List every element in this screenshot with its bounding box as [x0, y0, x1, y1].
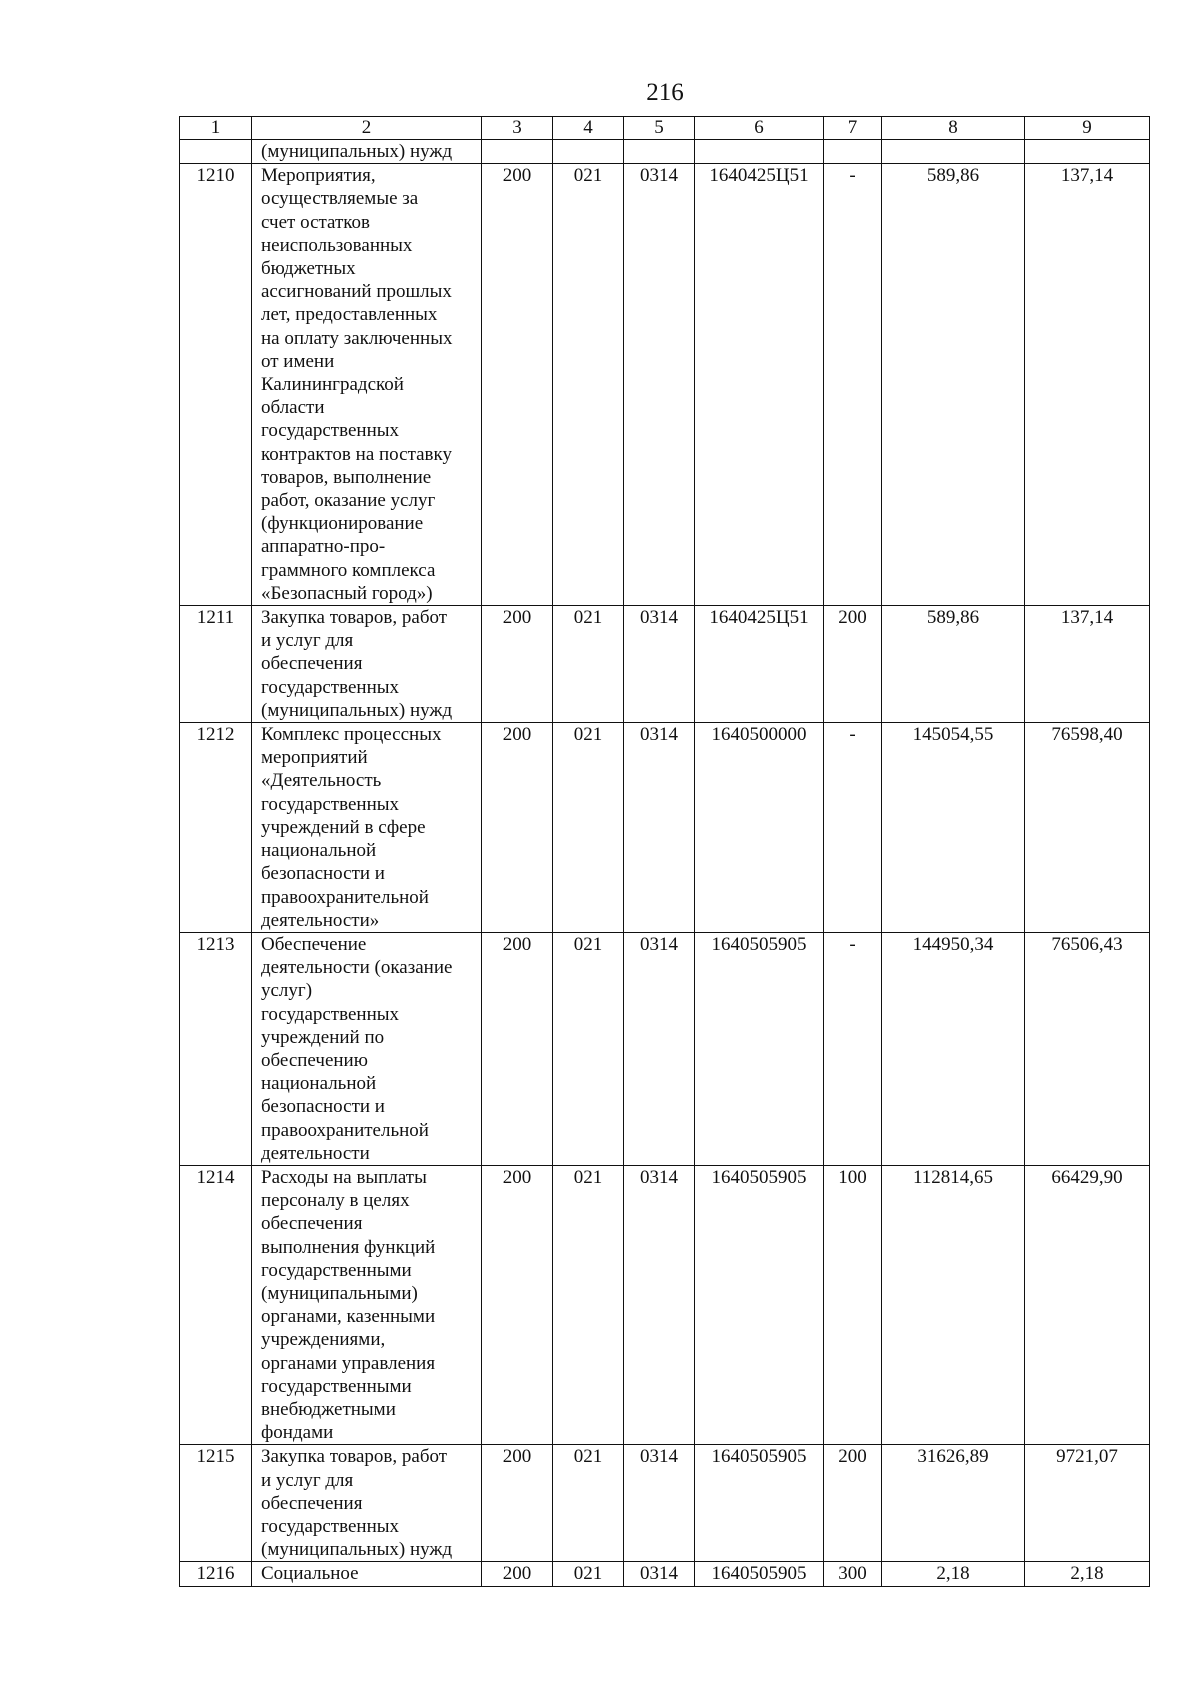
- row-number-cell: 1210: [180, 164, 252, 606]
- name-line: мероприятий: [261, 747, 368, 769]
- code-cell: -: [824, 723, 882, 933]
- name-line: Комплекс процессных: [261, 724, 442, 746]
- amount-cell: 112814,65: [882, 1165, 1025, 1444]
- row-number-cell: 1211: [180, 606, 252, 723]
- code-cell: 200: [482, 606, 553, 723]
- name-line: (муниципальных) нужд: [261, 1539, 453, 1561]
- name-line: внебюджетными: [261, 1398, 396, 1420]
- name-line: и услуг для: [261, 630, 354, 652]
- name-line: выполнения функций: [261, 1236, 436, 1258]
- name-line: фондами: [261, 1422, 334, 1444]
- amount-cell: 137,14: [1025, 164, 1150, 606]
- name-line: лет, предоставленных: [261, 304, 438, 326]
- name-line: учреждений по: [261, 1026, 385, 1048]
- name-line: обеспечению: [261, 1049, 368, 1071]
- row-number-cell: 1216: [180, 1562, 252, 1586]
- name-line: государственных: [261, 420, 400, 442]
- code-cell: 200: [482, 164, 553, 606]
- row-number-cell: 1212: [180, 723, 252, 933]
- name-line: государственными: [261, 1375, 412, 1397]
- table-row: [180, 1562, 1150, 1586]
- budget-table: [179, 116, 1150, 1587]
- table-header-row: [180, 117, 1150, 140]
- name-line: товаров, выполнение: [261, 466, 432, 488]
- row-number-cell: [180, 140, 252, 164]
- code-cell: 0314: [624, 1562, 695, 1586]
- header-cell: 3: [482, 117, 553, 140]
- name-line: обеспечения: [261, 653, 363, 675]
- name-line: государственных: [261, 793, 400, 815]
- header-cell: 6: [695, 117, 824, 140]
- row-number-cell: 1215: [180, 1445, 252, 1562]
- name-line: области: [261, 397, 325, 419]
- amount-cell: 31626,89: [882, 1445, 1025, 1562]
- name-line: и услуг для: [261, 1469, 354, 1491]
- name-line: от имени: [261, 350, 335, 372]
- code-cell: [824, 140, 882, 164]
- code-cell: -: [824, 932, 882, 1165]
- amount-cell: 76598,40: [1025, 723, 1150, 933]
- code-cell: 021: [553, 1445, 624, 1562]
- amount-cell: 2,18: [1025, 1562, 1150, 1586]
- name-line: деятельности: [261, 1142, 370, 1164]
- code-cell: 100: [824, 1165, 882, 1444]
- code-cell: 1640505905: [695, 1562, 824, 1586]
- code-cell: 0314: [624, 1165, 695, 1444]
- table-row: [180, 723, 1150, 933]
- page-number: 216: [646, 79, 684, 106]
- name-line: услуг): [261, 980, 313, 1002]
- name-cell: [252, 1165, 482, 1444]
- code-cell: 0314: [624, 1445, 695, 1562]
- amount-cell: 589,86: [882, 606, 1025, 723]
- name-line: работ, оказание услуг: [261, 490, 436, 512]
- name-line: Калининградской: [261, 374, 404, 396]
- code-cell: 1640505905: [695, 1165, 824, 1444]
- name-line: Обеспечение: [261, 933, 367, 955]
- amount-cell: 2,18: [882, 1562, 1025, 1586]
- table-row: [180, 932, 1150, 1165]
- code-cell: 021: [553, 1165, 624, 1444]
- name-line: государственными: [261, 1259, 412, 1281]
- header-cell: 5: [624, 117, 695, 140]
- code-cell: 1640425Ц51: [695, 164, 824, 606]
- code-cell: 021: [553, 723, 624, 933]
- name-line: ассигнований прошлых: [261, 281, 452, 303]
- name-cell: [252, 140, 482, 164]
- code-cell: 1640425Ц51: [695, 606, 824, 723]
- name-cell: [252, 164, 482, 606]
- name-line: правоохранительной: [261, 1119, 429, 1141]
- code-cell: [482, 140, 553, 164]
- table-row: [180, 1165, 1150, 1444]
- table-row: [180, 606, 1150, 723]
- name-line: Расходы на выплаты: [261, 1166, 427, 1188]
- name-line: Закупка товаров, работ: [261, 1446, 448, 1468]
- header-cell: 4: [553, 117, 624, 140]
- name-line: органами, казенными: [261, 1306, 436, 1328]
- name-line: государственных: [261, 1003, 400, 1025]
- code-cell: 200: [824, 606, 882, 723]
- header-cell: 2: [252, 117, 482, 140]
- name-line: аппаратно-про-: [261, 536, 386, 558]
- code-cell: 021: [553, 164, 624, 606]
- code-cell: 200: [824, 1445, 882, 1562]
- name-cell: [252, 932, 482, 1165]
- amount-cell: 144950,34: [882, 932, 1025, 1165]
- name-line: (муниципальными): [261, 1282, 418, 1304]
- code-cell: 1640505905: [695, 932, 824, 1165]
- name-line: государственных: [261, 676, 400, 698]
- name-line: национальной: [261, 1073, 377, 1095]
- name-line: безопасности и: [261, 863, 385, 885]
- name-line: Мероприятия,: [261, 165, 376, 187]
- name-line: контрактов на поставку: [261, 443, 452, 465]
- code-cell: 200: [482, 1445, 553, 1562]
- name-line: «Деятельность: [261, 770, 382, 792]
- name-line: Закупка товаров, работ: [261, 607, 448, 629]
- name-line: бюджетных: [261, 258, 356, 280]
- name-cell: [252, 1562, 482, 1586]
- row-number-cell: 1213: [180, 932, 252, 1165]
- name-line: (муниципальных) нужд: [261, 699, 453, 721]
- header-cell: 8: [882, 117, 1025, 140]
- name-cell: [252, 1445, 482, 1562]
- name-cell: [252, 723, 482, 933]
- code-cell: 200: [482, 1562, 553, 1586]
- name-line: правоохранительной: [261, 886, 429, 908]
- name-line: учреждений в сфере: [261, 816, 426, 838]
- name-line: персоналу в целях: [261, 1190, 410, 1212]
- name-line: счет остатков: [261, 211, 371, 233]
- name-line: обеспечения: [261, 1492, 363, 1514]
- code-cell: 0314: [624, 723, 695, 933]
- header-cell: 7: [824, 117, 882, 140]
- code-cell: 1640505905: [695, 1445, 824, 1562]
- name-line: граммного комплекса: [261, 559, 436, 581]
- name-line: на оплату заключенных: [261, 327, 453, 349]
- name-line: деятельности (оказание: [261, 957, 453, 979]
- name-line: безопасности и: [261, 1096, 385, 1118]
- name-line: (функционирование: [261, 513, 424, 535]
- code-cell: 200: [482, 1165, 553, 1444]
- code-cell: 021: [553, 1562, 624, 1586]
- amount-cell: 9721,07: [1025, 1445, 1150, 1562]
- code-cell: [624, 140, 695, 164]
- table-row: [180, 1445, 1150, 1562]
- name-line: государственных: [261, 1515, 400, 1537]
- code-cell: 200: [482, 723, 553, 933]
- name-line: Социальное: [261, 1563, 359, 1585]
- code-cell: -: [824, 164, 882, 606]
- code-cell: 300: [824, 1562, 882, 1586]
- code-cell: 021: [553, 932, 624, 1165]
- amount-cell: 76506,43: [1025, 932, 1150, 1165]
- code-cell: 021: [553, 606, 624, 723]
- name-line: деятельности»: [261, 909, 380, 931]
- name-line: обеспечения: [261, 1213, 363, 1235]
- row-number-cell: 1214: [180, 1165, 252, 1444]
- amount-cell: 589,86: [882, 164, 1025, 606]
- code-cell: 0314: [624, 164, 695, 606]
- table-row: [180, 140, 1150, 164]
- name-line: органами управления: [261, 1352, 436, 1374]
- code-cell: 0314: [624, 932, 695, 1165]
- header-cell: 9: [1025, 117, 1150, 140]
- name-line: неиспользованных: [261, 234, 413, 256]
- amount-cell: 137,14: [1025, 606, 1150, 723]
- amount-cell: [1025, 140, 1150, 164]
- code-cell: [553, 140, 624, 164]
- name-line: учреждениями,: [261, 1329, 386, 1351]
- code-cell: 1640500000: [695, 723, 824, 933]
- header-cell: 1: [180, 117, 252, 140]
- code-cell: [695, 140, 824, 164]
- table-row: [180, 164, 1150, 606]
- name-line: «Безопасный город»): [261, 582, 433, 604]
- name-line: (муниципальных) нужд: [261, 141, 453, 162]
- name-line: осуществляемые за: [261, 188, 419, 210]
- amount-cell: 145054,55: [882, 723, 1025, 933]
- amount-cell: [882, 140, 1025, 164]
- code-cell: 200: [482, 932, 553, 1165]
- name-line: национальной: [261, 840, 377, 862]
- name-cell: [252, 606, 482, 723]
- amount-cell: 66429,90: [1025, 1165, 1150, 1444]
- code-cell: 0314: [624, 606, 695, 723]
